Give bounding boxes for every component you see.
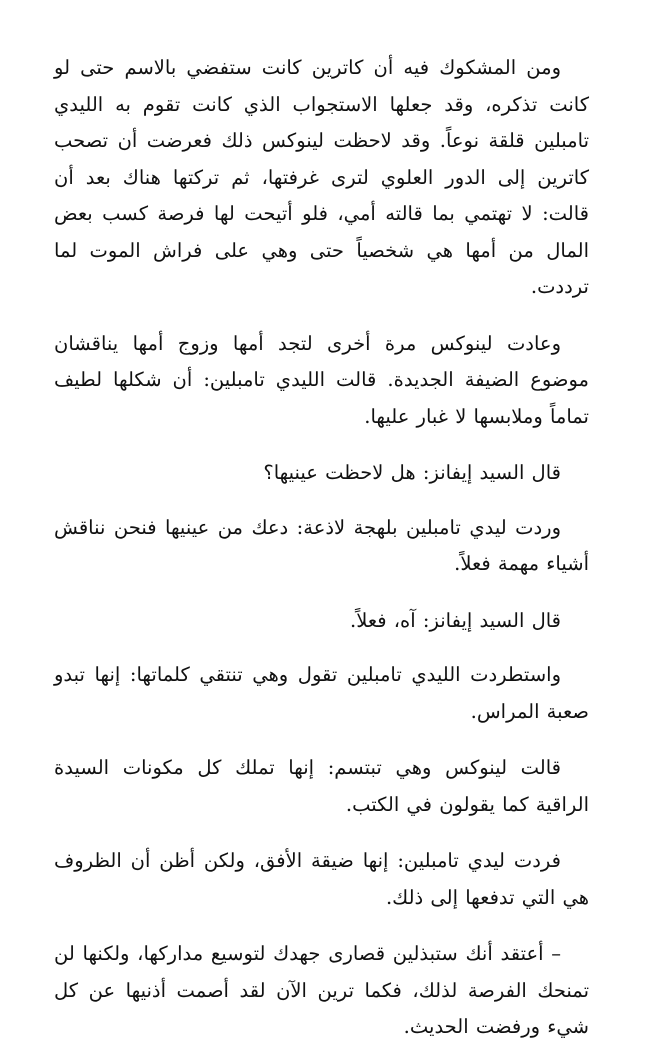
- paragraph-8: فردت ليدي تامبلين: إنها ضيقة الأفق، ولكن أظن أن الظروف هي التي تدفعها إلى ذلك.: [54, 849, 589, 909]
- paragraph-9: – أعتقد أنك ستبذلين قصارى جهدك لتوسيع مداركها، ولكنها لن تمنحك الفرصة لذلك، فكما ترين الآن لقد أصمت أذنيها عن كل شيء ورفضت الحديث.: [54, 942, 589, 1038]
- paragraph-1: ومن المشكوك فيه أن كاترين كانت ستفضي بالاسم حتى لو كانت تذكره، وقد جعلها الاستجواب الذي كانت تقوم به الليدي تامبلين قلقة نوعاً. وقد لاحظت لينوكس ذلك فعرضت أن تصحب كاترين إلى الدور العلوي لترى غرفتها، ثم تركتها هناك بعد أن قالت: لا تهتمي بما قالته أمي، فلو أتيحت لها فرصة كسب بعض المال من أمها هي شخصياً حتى وهي على فراش الموت لما ترددت.: [54, 56, 589, 298]
- paragraph-5: قال السيد إيفانز: آه، فعلاً.: [350, 608, 561, 632]
- paragraph-7: قالت لينوكس وهي تبتسم: إنها تملك كل مكونات السيدة الراقية كما يقولون في الكتب.: [54, 756, 589, 816]
- paragraph-4: وردت ليدي تامبلين بلهجة لاذعة: دعك من عينيها فنحن نناقش أشياء مهمة فعلاً.: [54, 515, 589, 575]
- paragraph-2: وعادت لينوكس مرة أخرى لتجد أمها وزوج أمها يناقشان موضوع الضيفة الجديدة. قالت الليدي تامبلين: أن شكلها لطيف تماماً وملابسها لا غبار عليها.: [54, 331, 589, 428]
- paragraph-6: واستطردت الليدي تامبلين تقول وهي تنتقي كلماتها: إنها تبدو صعبة المراس.: [54, 663, 589, 723]
- paragraph-3: قال السيد إيفانز: هل لاحظت عينيها؟: [263, 461, 561, 484]
